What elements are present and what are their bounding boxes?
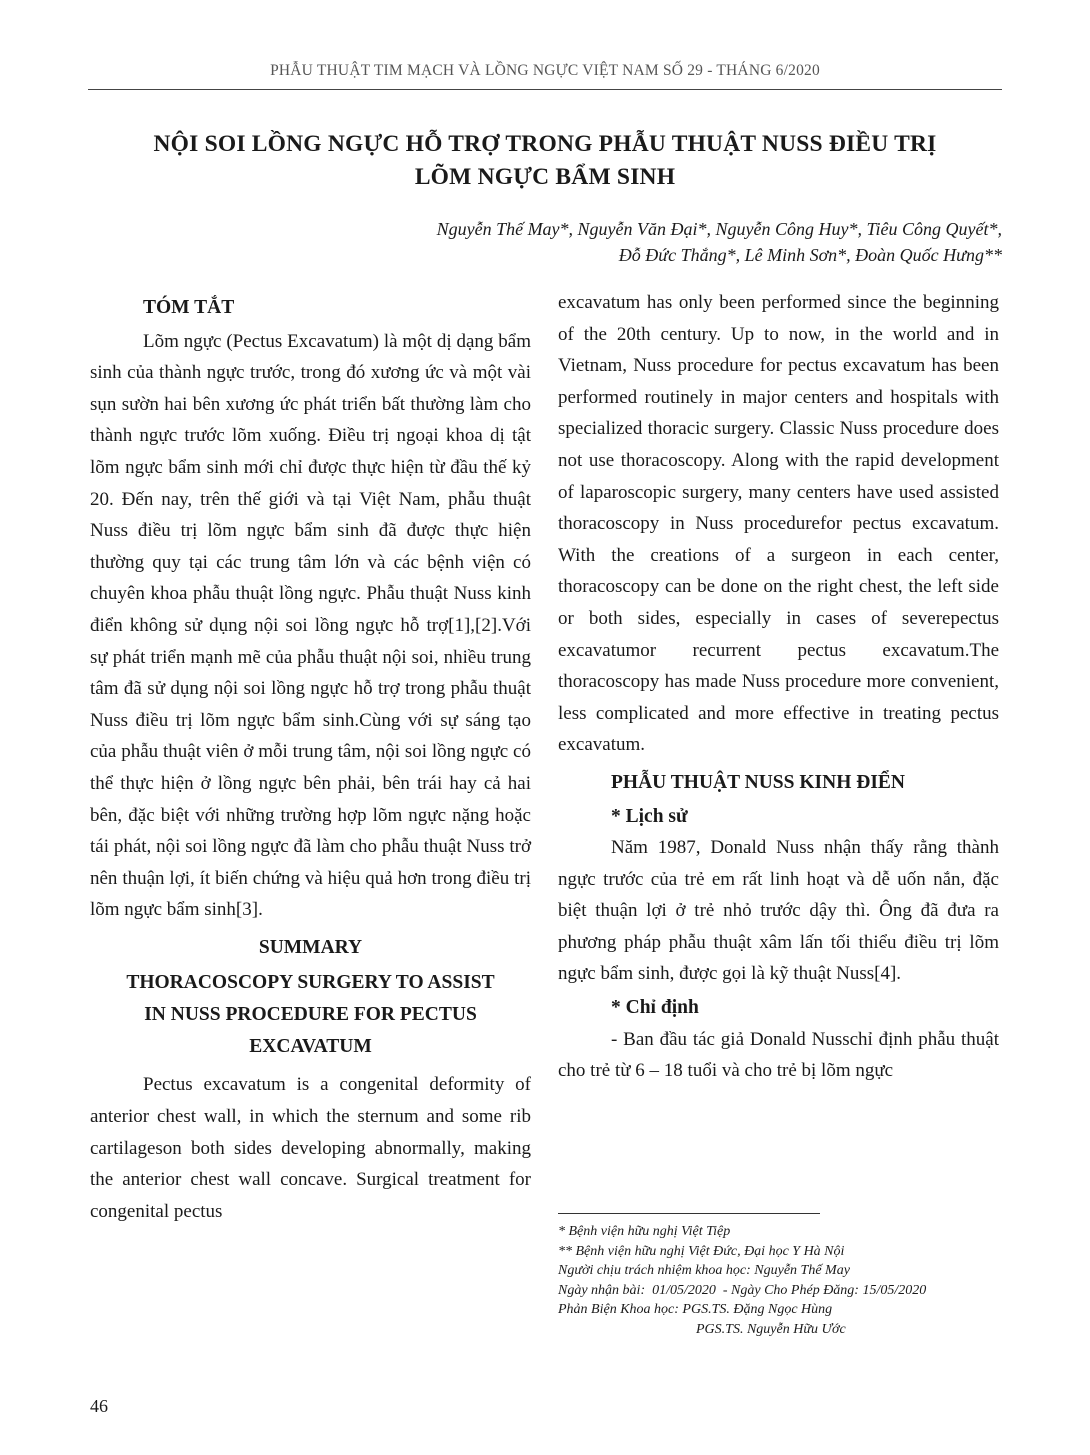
footnote-divider	[558, 1213, 820, 1214]
summary-title-line-3: EXCAVATUM	[249, 1036, 372, 1058]
summary-title-line-1: THORACOSCOPY SURGERY TO ASSIST	[126, 972, 495, 994]
title-line-2: LÕM NGỰC BẨM SINH	[414, 164, 676, 190]
indication-paragraph: - Ban đầu tác giả Donald Nusschỉ định phẫu thuật cho trẻ từ 6 – 18 tuổi và cho trẻ bị lõm ngực	[558, 1028, 999, 1082]
footnote-affiliation-2: ** Bệnh viện hữu nghị Việt Đức, Đại học Y Hà Nội	[558, 1243, 845, 1259]
summary-title	[90, 967, 531, 1063]
summary-continued-paragraph: excavatum has only been performed since the beginning of the 20th century. Up to now, in the world and in Vietnam, Nuss procedure for pectus excavatum has been performed routinely in major centers and hospitals with specialized thoracic surgery. Classic Nuss procedure does not use thoracoscopy. Along with the rapid development of laparoscopic surgery, many centers have used assisted thoracoscopy in Nuss procedurefor pectus excavatum. With the creations of a surgeon in each center, thoracoscopy can be done on the right chest, the left side or both sides, especially in cases of severepectus excavatumor recurrent pectus excavatum.The thoracoscopy has made Nuss procedure more convenient, less complicated and more effective in treating pectus excavatum.	[558, 292, 999, 756]
history-heading: * Lịch sử	[611, 805, 688, 827]
footnote-dates: Ngày nhận bài: 01/05/2020 - Ngày Cho Phép Đăng: 15/05/2020	[558, 1282, 927, 1298]
section-heading: PHẪU THUẬT NUSS KINH ĐIỂN	[611, 771, 906, 793]
summary-heading: SUMMARY	[258, 936, 363, 958]
indication-heading: * Chỉ định	[611, 997, 699, 1019]
running-head: PHẪU THUẬT TIM MẠCH VÀ LỒNG NGỰC VIỆT NAM SỐ 29 - THÁNG 6/2020	[270, 62, 820, 79]
footnote-affiliation-1: * Bệnh viện hữu nghị Việt Tiệp	[558, 1224, 731, 1239]
summary-title-line-2: IN NUSS PROCEDURE FOR PECTUS	[144, 1004, 477, 1026]
header-divider	[88, 89, 1002, 90]
history-paragraph: Năm 1987, Donald Nuss nhận thấy rằng thành ngực trước của trẻ em rất linh hoạt và dễ uốn nắn, đặc biệt thuận lợi ở trẻ nhỏ trước dậy thì. Ông đã đưa ra phương pháp phẫu thuật xâm lấn tối thiểu điều trị lõm ngực bẩm sinh, được gọi là kỹ thuật Nuss[4].	[558, 837, 999, 985]
title-line-1: NỘI SOI LỒNG NGỰC HỖ TRỢ TRONG PHẪU THUẬT NUSS ĐIỀU TRỊ	[153, 131, 937, 157]
abstract-paragraph: Lõm ngực (Pectus Excavatum) là một dị dạng bẩm sinh của thành ngực trước, trong đó xương ức và một vài sụn sườn hai bên xương ức phát triển bất thường làm cho thành ngực trước lõm xuống. Điều trị ngoại khoa dị tật lõm ngực bẩm sinh mới chỉ được thực hiện từ đầu thế kỷ 20. Đến nay, trên thế giới và tại Việt Nam, phẫu thuật Nuss điều trị lõm ngực bẩm sinh đã được thực hiện thường quy tại các trung tâm lớn và các bệnh viện có chuyên khoa phẫu thuật lồng ngực. Phẫu thuật Nuss kinh điển không sử dụng nội soi lồng ngực hỗ trợ[1],[2].Với sự phát triển mạnh mẽ của phẫu thuật nội soi, nhiều trung tâm đã sử dụng nội soi lồng ngực hỗ trợ trong phẫu thuật Nuss điều trị lõm ngực bẩm sinh.Cùng với sự sáng tạo của phẫu thuật viên ở mỗi trung tâm, nội soi lồng ngực có thể thực hiện ở lồng ngực bên phải, bên trái hay cả hai bên, đặc biệt với những trường hợp lõm ngực nặng hoặc tái phát, nội soi lồng ngực đã làm cho phẫu thuật Nuss trở nên thuận lợi, ít biến chứng và hiệu quả hơn trong điều trị lõm ngực bẩm sinh[3].	[90, 330, 531, 921]
author-list	[88, 216, 1002, 268]
article-title	[88, 128, 1002, 194]
right-column	[558, 287, 999, 1087]
footnote-responsible: Người chịu trách nhiệm khoa học: Nguyễn Thế May	[558, 1263, 850, 1279]
footnote-reviewer-2: PGS.TS. Nguyễn Hữu Ước	[696, 1321, 846, 1337]
authors-line-1: Nguyễn Thế May*, Nguyễn Văn Đại*, Nguyễn Công Huy*, Tiêu Công Quyết*,	[436, 219, 1002, 239]
footnotes	[558, 1213, 1002, 1340]
authors-line-2: Đỗ Đức Thắng*, Lê Minh Sơn*, Đoàn Quốc Hưng**	[618, 245, 1002, 265]
footnote-reviewer-1: Phản Biện Khoa học: PGS.TS. Đặng Ngọc Hùng	[558, 1302, 833, 1318]
summary-paragraph: Pectus excavatum is a congenital deformity of anterior chest wall, in which the sternum and some rib cartilageson both sides developing abnormally, making the anterior chest wall concave. Surgical treatment for congenital pectus	[90, 1074, 531, 1222]
page-number: 46	[90, 1396, 108, 1416]
abstract-heading: TÓM TẮT	[143, 297, 235, 318]
left-column	[90, 292, 531, 1227]
